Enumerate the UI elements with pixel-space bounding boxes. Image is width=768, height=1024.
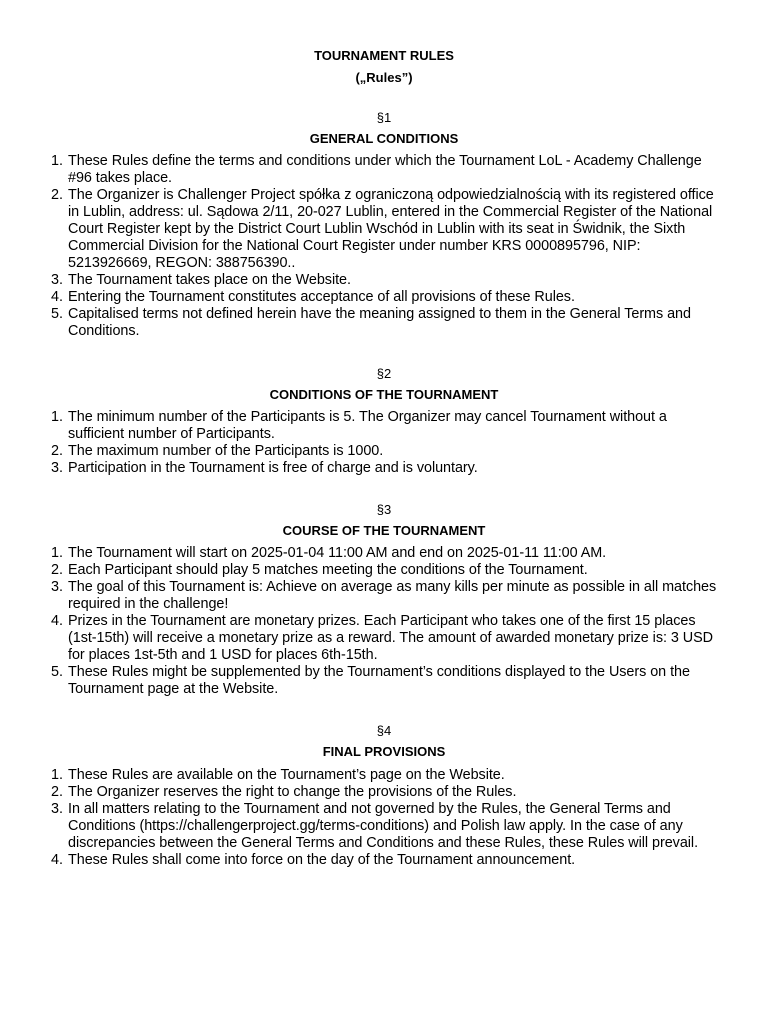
item-number: 4. xyxy=(51,289,63,305)
item-text: These Rules shall come into force on the day of the Tournament announcement. xyxy=(68,852,576,868)
item-number: 4. xyxy=(51,613,63,629)
item-text: The maximum number of the Participants is 1000. xyxy=(68,443,384,459)
list-item xyxy=(51,272,719,289)
section-3-list xyxy=(51,545,719,698)
section-4-list xyxy=(51,767,719,869)
item-number: 5. xyxy=(51,306,63,322)
item-number: 1. xyxy=(51,767,63,783)
document-subtitle: („Rules”) xyxy=(355,70,413,85)
list-item xyxy=(51,852,719,869)
item-text: These Rules are available on the Tournament’s page on the Website. xyxy=(68,767,505,783)
section-3-number: §3 xyxy=(376,502,392,517)
section-1-title: GENERAL CONDITIONS xyxy=(309,131,459,146)
section-4-title: FINAL PROVISIONS xyxy=(322,744,446,759)
list-item xyxy=(51,664,719,698)
item-text: These Rules define the terms and conditions under which the Tournament LoL - Academy Challenge #96 takes place. xyxy=(68,153,702,186)
section-1-number: §1 xyxy=(376,110,392,125)
section-4-number: §4 xyxy=(376,723,392,738)
section-2-title: CONDITIONS OF THE TOURNAMENT xyxy=(269,387,499,402)
item-number: 2. xyxy=(51,443,63,459)
item-text: The minimum number of the Participants is 5. The Organizer may cancel Tournament without a sufficient number of Participants. xyxy=(68,409,667,442)
item-text: Capitalised terms not defined herein have the meaning assigned to them in the General Terms and Conditions. xyxy=(68,306,691,339)
section-2-list xyxy=(51,409,719,477)
list-item xyxy=(51,409,719,443)
list-item xyxy=(51,443,719,460)
item-text: In all matters relating to the Tournament and not governed by the Rules, the General Terms and Conditions (https://challengerproject.gg/terms-conditions) and Polish law apply. In the case of any discrepancies between the General Terms and Conditions and these Rules, these Rules will prevail. xyxy=(68,801,699,851)
item-number: 3. xyxy=(51,801,63,817)
list-item xyxy=(51,579,719,613)
item-number: 3. xyxy=(51,460,63,476)
item-text: The Organizer is Challenger Project spółka z ograniczoną odpowiedzialnością with its registered office in Lublin, address: ul. Sądowa 2/11, 20-027 Lublin, entered in the Commercial Register of the National Court Register kept by the District Court Lublin Wschód in Lublin with its seat in Świdnik, the Sixth Commercial Division for the National Court Register under number KRS 0000895796, NIP: 5213926669, REGON: 388756390.. xyxy=(68,187,714,271)
list-item xyxy=(51,460,719,477)
item-text: Prizes in the Tournament are monetary prizes. Each Participant who takes one of the first 15 places (1st-15th) will receive a monetary prize as a reward. The amount of awarded monetary prize is: 3 USD for places 1st-5th and 1 USD for places 6th-15th. xyxy=(68,613,713,663)
item-number: 3. xyxy=(51,272,63,288)
document-title: TOURNAMENT RULES xyxy=(314,48,454,63)
item-text: These Rules might be supplemented by the Tournament’s conditions displayed to the Users on the Tournament page at the Website. xyxy=(68,664,690,697)
list-item xyxy=(51,562,719,579)
item-number: 5. xyxy=(51,664,63,680)
list-item xyxy=(51,767,719,784)
item-text: The Organizer reserves the right to change the provisions of the Rules. xyxy=(68,784,517,800)
item-text: The Tournament will start on 2025-01-04 11:00 AM and end on 2025-01-11 11:00 AM. xyxy=(68,545,607,561)
item-text: The goal of this Tournament is: Achieve on average as many kills per minute as possible in all matches required in the challenge! xyxy=(68,579,717,612)
list-item xyxy=(51,784,719,801)
item-number: 1. xyxy=(51,153,63,169)
item-text: Participation in the Tournament is free of charge and is voluntary. xyxy=(68,460,478,476)
item-number: 2. xyxy=(51,562,63,578)
item-text: Entering the Tournament constitutes acceptance of all provisions of these Rules. xyxy=(68,289,575,305)
list-item xyxy=(51,306,719,340)
list-item xyxy=(51,289,719,306)
list-item xyxy=(51,801,719,852)
item-number: 1. xyxy=(51,545,63,561)
list-item xyxy=(51,153,719,187)
list-item xyxy=(51,545,719,562)
item-text: Each Participant should play 5 matches meeting the conditions of the Tournament. xyxy=(68,562,588,578)
section-3-title: COURSE OF THE TOURNAMENT xyxy=(282,523,486,538)
item-number: 3. xyxy=(51,579,63,595)
list-item xyxy=(51,187,719,272)
item-number: 1. xyxy=(51,409,63,425)
item-number: 4. xyxy=(51,852,63,868)
section-1-list xyxy=(51,153,719,340)
item-number: 2. xyxy=(51,187,63,203)
item-number: 2. xyxy=(51,784,63,800)
section-2-number: §2 xyxy=(376,366,392,381)
item-text: The Tournament takes place on the Website. xyxy=(68,272,351,288)
list-item xyxy=(51,613,719,664)
